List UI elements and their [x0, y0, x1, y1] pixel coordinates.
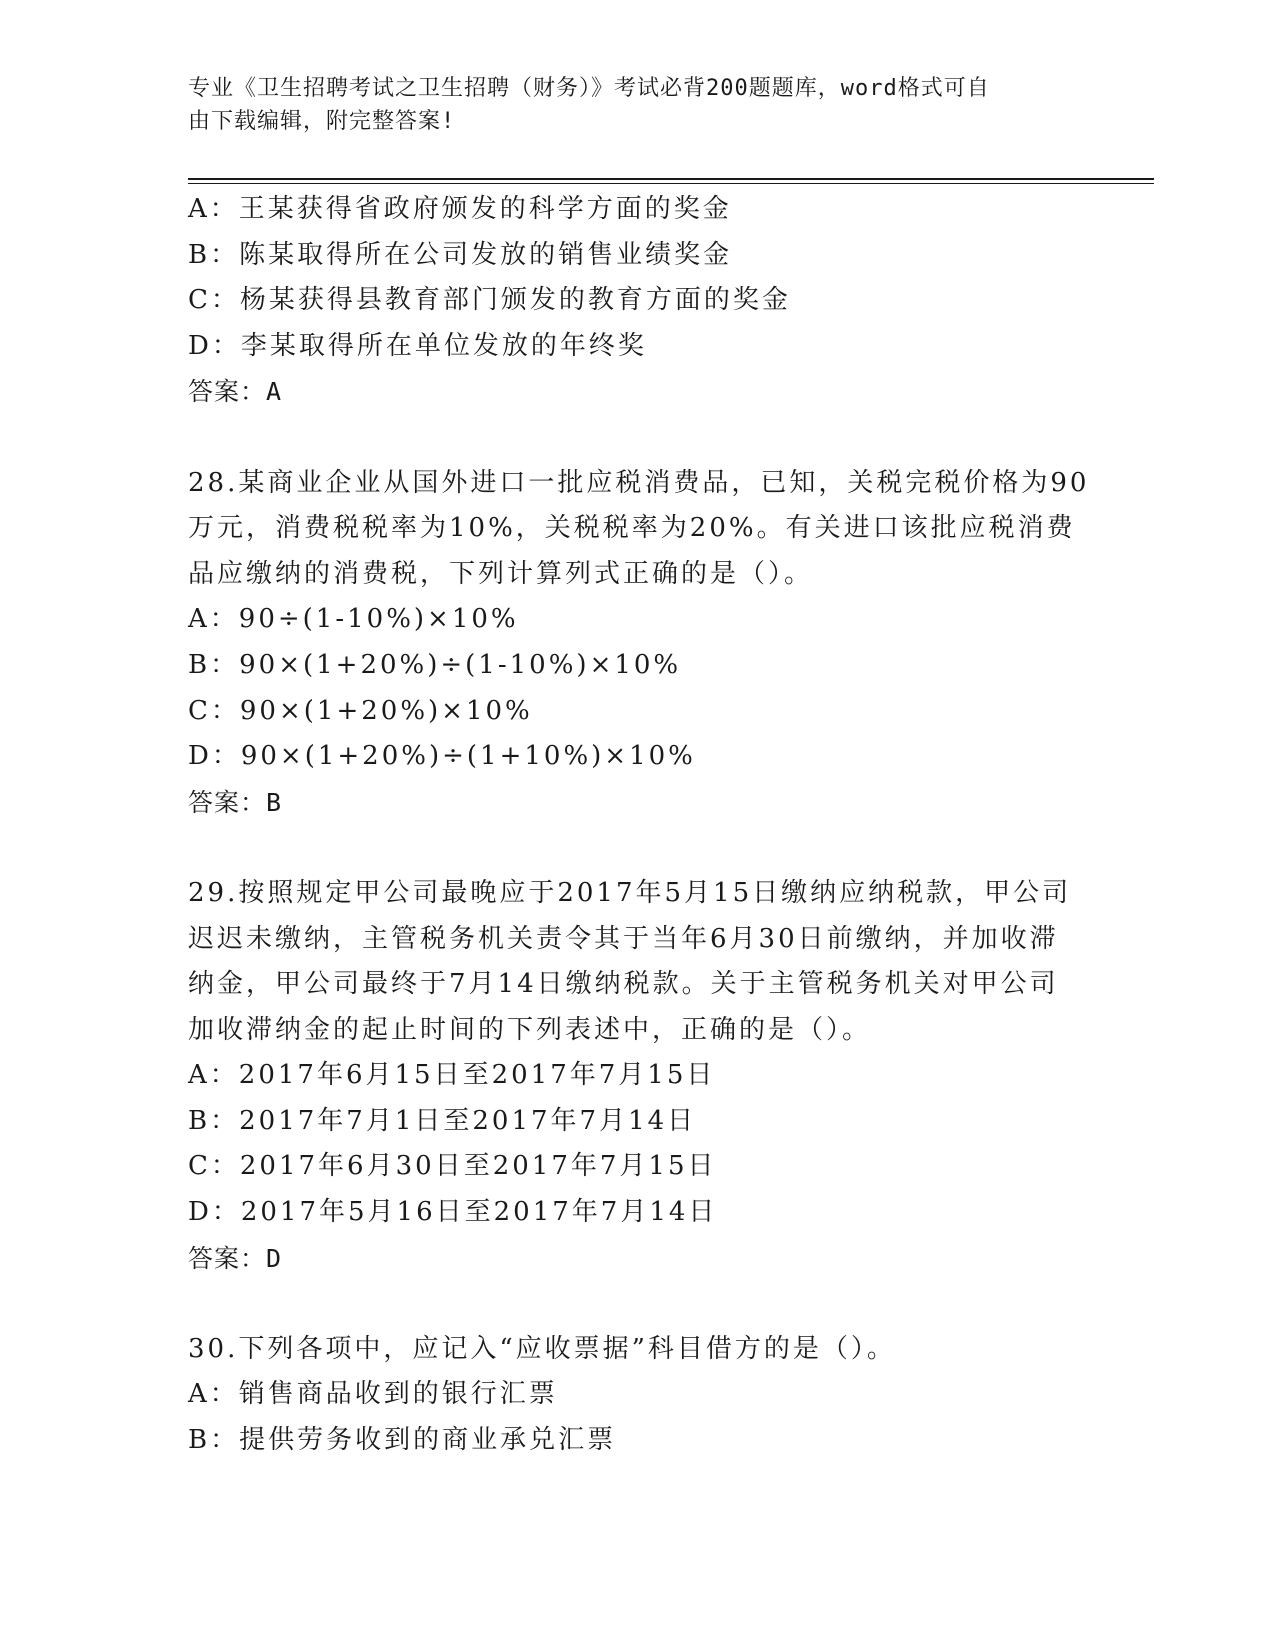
question-list [188, 187, 1088, 1464]
spacer [188, 1281, 1088, 1327]
question-29 [188, 871, 1088, 1281]
spacer [188, 825, 1088, 871]
header-line-2: 由下载编辑，附完整答案! [188, 109, 456, 134]
option-c: C：2017年6月30日至2017年7月15日 [188, 1151, 717, 1182]
header-line-1: 专业《卫生招聘考试之卫生招聘（财务）》考试必背200题题库，word格式可自 [188, 76, 990, 101]
option-a: A：2017年6月15日至2017年7月15日 [188, 1060, 716, 1091]
question-stem: 28.某商业企业从国外进口一批应税消费品，已知，关税完税价格为90 [188, 467, 1090, 498]
option-d: D：李某取得所在单位发放的年终奖 [188, 330, 647, 361]
question-stem: 万元，消费税税率为10%，关税税率为20%。有关进口该批应税消费 [188, 513, 1076, 544]
question-stem: 30.下列各项中，应记入“应收票据”科目借方的是（）。 [188, 1333, 896, 1364]
question-stem: 29.按照规定甲公司最晚应于2017年5月15日缴纳应纳税款，甲公司 [188, 877, 1072, 908]
question-28 [188, 461, 1088, 826]
option-d: D：90×(1+20%)÷(1+10%)×10% [188, 741, 696, 772]
option-c: C：90×(1+20%)×10% [188, 695, 533, 726]
option-b: B：陈某取得所在公司发放的销售业绩奖金 [188, 239, 733, 270]
option-b: B：提供劳务收到的商业承兑汇票 [188, 1425, 617, 1456]
option-b: B：90×(1+20%)÷(1-10%)×10% [188, 649, 682, 680]
option-b: B：2017年7月1日至2017年7月14日 [188, 1105, 697, 1136]
question-27 [188, 187, 1088, 415]
question-stem: 品应缴纳的消费税，下列计算列式正确的是（）。 [188, 558, 814, 589]
document-header [188, 72, 1088, 138]
answer: 答案：A [188, 377, 283, 407]
answer: 答案：D [188, 1243, 283, 1273]
option-d: D：2017年5月16日至2017年7月14日 [188, 1197, 718, 1228]
option-a: A：90÷(1-10%)×10% [188, 604, 519, 635]
header-divider [188, 178, 1154, 180]
option-c: C：杨某获得县教育部门颁发的教育方面的奖金 [188, 285, 791, 316]
question-stem: 纳金，甲公司最终于7月14日缴纳税款。关于主管税务机关对甲公司 [188, 969, 1059, 1000]
answer: 答案：B [188, 787, 283, 817]
question-30 [188, 1327, 1088, 1464]
header-divider-thin [188, 183, 1154, 184]
question-stem: 加收滞纳金的起止时间的下列表述中，正确的是（）。 [188, 1014, 872, 1045]
option-a: A：王某获得省政府颁发的科学方面的奖金 [188, 194, 732, 224]
spacer [188, 415, 1088, 461]
option-a: A：销售商品收到的银行汇票 [188, 1379, 558, 1410]
question-stem: 迟迟未缴纳，主管税务机关责令其于当年6月30日前缴纳，并加收滞 [188, 923, 1059, 954]
